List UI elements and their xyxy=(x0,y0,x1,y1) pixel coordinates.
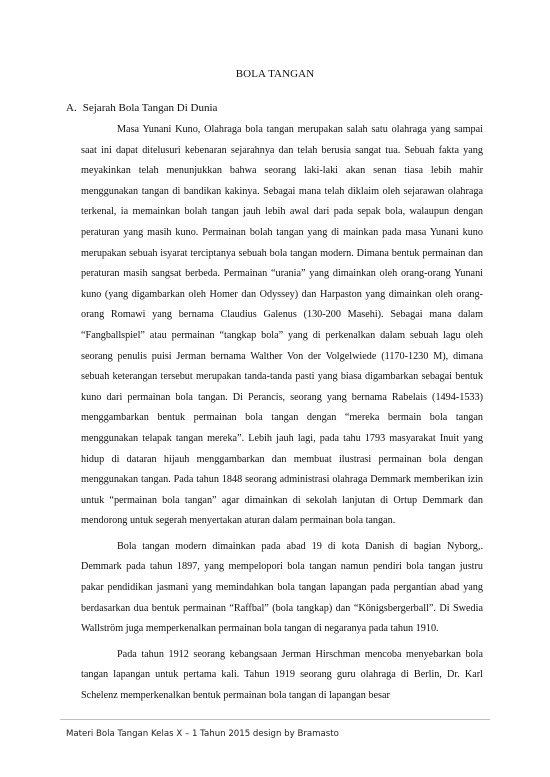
page-footer: Materi Bola Tangan Kelas X – 1 Tahun 2015 design by Bramasto xyxy=(66,729,339,739)
section-heading-text: Sejarah Bola Tangan Di Dunia xyxy=(82,102,218,114)
paragraph-3: Pada tahun 1912 seorang kebangsaan Jerman Hirschman mencoba menyebarkan bola tangan lapangan untuk pertama kali. Tahun 1919 seorang guru olahraga di Berlin, Dr. Karl Schelenz memperkenalkan bentuk permainan bola tangan di lapangan besar xyxy=(81,648,483,702)
section-number: A. xyxy=(66,102,77,114)
paragraph-1: Masa Yunani Kuno, Olahraga bola tangan merupakan salah satu olahraga yang sampai saat ini dapat ditelusuri kebenaran sejarahnya dan telah berusia sangat tua. Sebuah fakta yang meyakinkan telah menunjukkan bahwa seorang laki-laki akan senan tiasa lebih mahir menggunakan tangan di bandikan kakinya. Sebagai mana telah diklaim oleh sejarawan olahraga terkenal, ia memainkan bolah tangan jauh lebih awal dari pada sepak bola, walaupun dengan peraturan yang masih kuno. Permainan bolah tangan yang di mainkan pada masa Yunani kuno merupakan sebuah isyarat terciptanya sebuah bola tangan modern. Dimana bentuk permainan dan peraturan masih sangsat berbeda. Permainan “urania” yang dimainkan oleh orang-orang Yunani kuno (yang digambarkan oleh Homer dan Odyssey) dan Harpaston yang dimainkan oleh orang-orang Romawi yang bernama Claudius Galenus (130-200 Masehi). Sebagai mana dalam “Fangballspiel” atau permainan “tangkap bola” yang di perkenalkan dalam sebuah lagu oleh seorang penulis puisi Jerman bernama Walther Von der Volgelwiede (1170-1230 M), dimana sebuah keterangan tersebut merupakan tanda-tanda pasti yang biasa digambarkan sebagai bentuk kuno dari permainan bola tangan. Di Perancis, seorang yang bernama Rabelais (1494-1533) menggambarkan bentuk permainan bola tangan dengan “mereka bermain bola tangan menggunakan telapak tangan mereka”. Lebih jauh lagi, pada tahu 1793 masyarakat Inuit yang hidup di dataran hijauh menggambarkan dan membuat ilustrasi permainan bola dengan menggunakan tangan. Pada tahun 1848 seorang administrasi olahraga Demmark memberikan izin untuk “permainan bola tangan” agar dimainkan di sekolah lanjutan di Ortup Demmark dan mendorong untuk segerah menyertakan aturan dalam permainan bola tangan. xyxy=(81,124,483,527)
document-body xyxy=(81,120,483,712)
paragraph-2: Bola tangan modern dimainkan pada abad 19 di kota Danish di bagian Nyborg,. Demmark pada tahun 1897, yang mempelopori bola tangan namun pendiri bola tangan justru pakar pendidikan jasmani yang memindahkan bola tangan lapangan pada pergantian abad yang berdasarkan dua bentuk permainan “Raffbal” (bola tangkap) dan “Königsbergerball”. Di Swedia Wallström juga memperkenalkan permainan bola tangan di negaranya pada tahun 1910. xyxy=(81,540,483,635)
footer-divider xyxy=(60,719,490,720)
page-title: BOLA TANGAN xyxy=(235,68,315,80)
section-heading xyxy=(66,102,217,114)
